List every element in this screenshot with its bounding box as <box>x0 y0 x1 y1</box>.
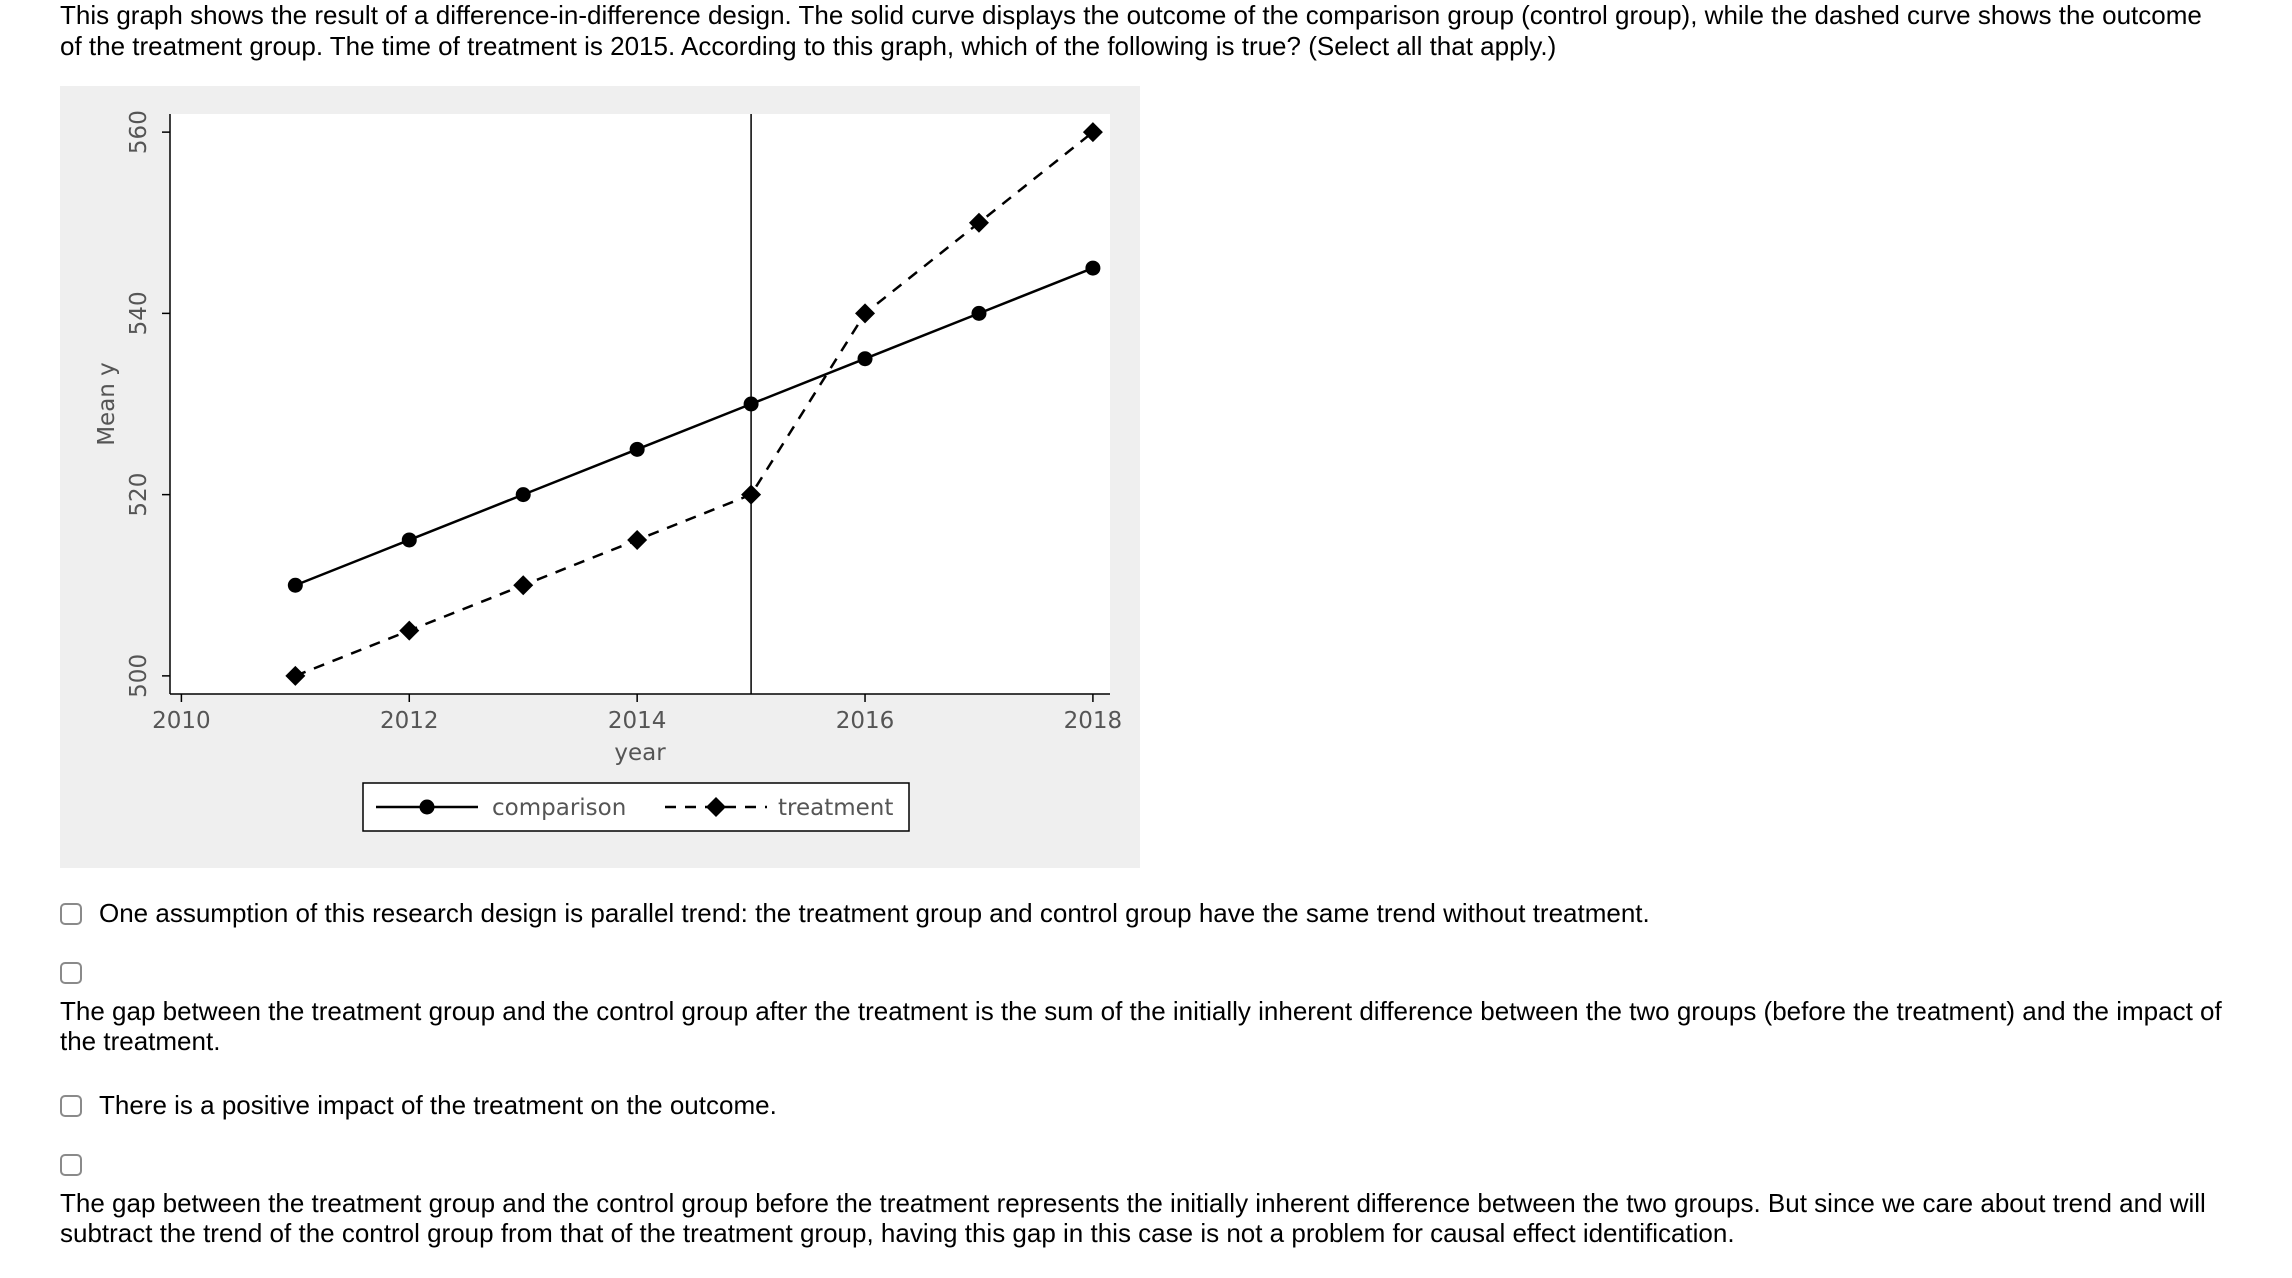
legend-comparison-marker <box>420 800 435 815</box>
y-tick-label: 540 <box>126 291 152 336</box>
x-tick-label: 2014 <box>607 708 667 734</box>
x-axis-label: year <box>614 740 666 766</box>
legend-comparison-label: comparison <box>492 795 627 821</box>
x-tick-label: 2010 <box>152 708 211 734</box>
comparison-point <box>630 442 645 457</box>
comparison-point <box>744 397 759 412</box>
option-4-text: The gap between the treatment group and the control group before the treatment represents the initially inherent difference between the two groups. But since we care about trend and will subtract the trend of the control group from that of the treatment group, having this gap in this case is not a problem for causal effect identification. <box>60 1188 2206 1248</box>
option-2-checkbox[interactable] <box>60 962 82 984</box>
question-text: This graph shows the result of a difference-in-difference design. The solid curve displays the outcome of the comparison group (control group), while the dashed curve shows the outcome of the treatment group. The time of treatment is 2015. According to this graph, which of the following is true? (Select all that apply.) <box>60 0 2202 61</box>
option-1-text: One assumption of this research design is parallel trend: the treatment group and control group have the same trend without treatment. <box>99 898 1650 928</box>
comparison-point <box>288 578 303 593</box>
comparison-point <box>402 532 417 547</box>
comparison-point <box>516 487 531 502</box>
option-2-text: The gap between the treatment group and the control group after the treatment is the sum of the initially inherent difference between the two groups (before the treatment) and the impact of the treatment. <box>60 996 2222 1056</box>
x-tick-label: 2016 <box>835 708 895 734</box>
x-tick-label: 2018 <box>1063 708 1123 734</box>
comparison-point <box>971 306 986 321</box>
x-tick-label: 2012 <box>379 708 439 734</box>
y-tick-label: 560 <box>126 110 152 155</box>
option-3-text: There is a positive impact of the treatment on the outcome. <box>99 1090 777 1120</box>
option-3-checkbox[interactable] <box>60 1095 82 1117</box>
y-tick-label: 520 <box>126 472 152 517</box>
option-1-checkbox[interactable] <box>60 903 82 925</box>
y-tick-label: 500 <box>126 653 152 698</box>
plot-area <box>170 114 1110 694</box>
y-axis-label: Mean y <box>94 362 120 446</box>
option-4-checkbox[interactable] <box>60 1154 82 1176</box>
chart-svg <box>60 86 1140 868</box>
did-chart <box>60 86 1140 868</box>
legend-treatment-label: treatment <box>778 795 894 821</box>
comparison-point <box>858 351 873 366</box>
comparison-point <box>1085 261 1100 276</box>
